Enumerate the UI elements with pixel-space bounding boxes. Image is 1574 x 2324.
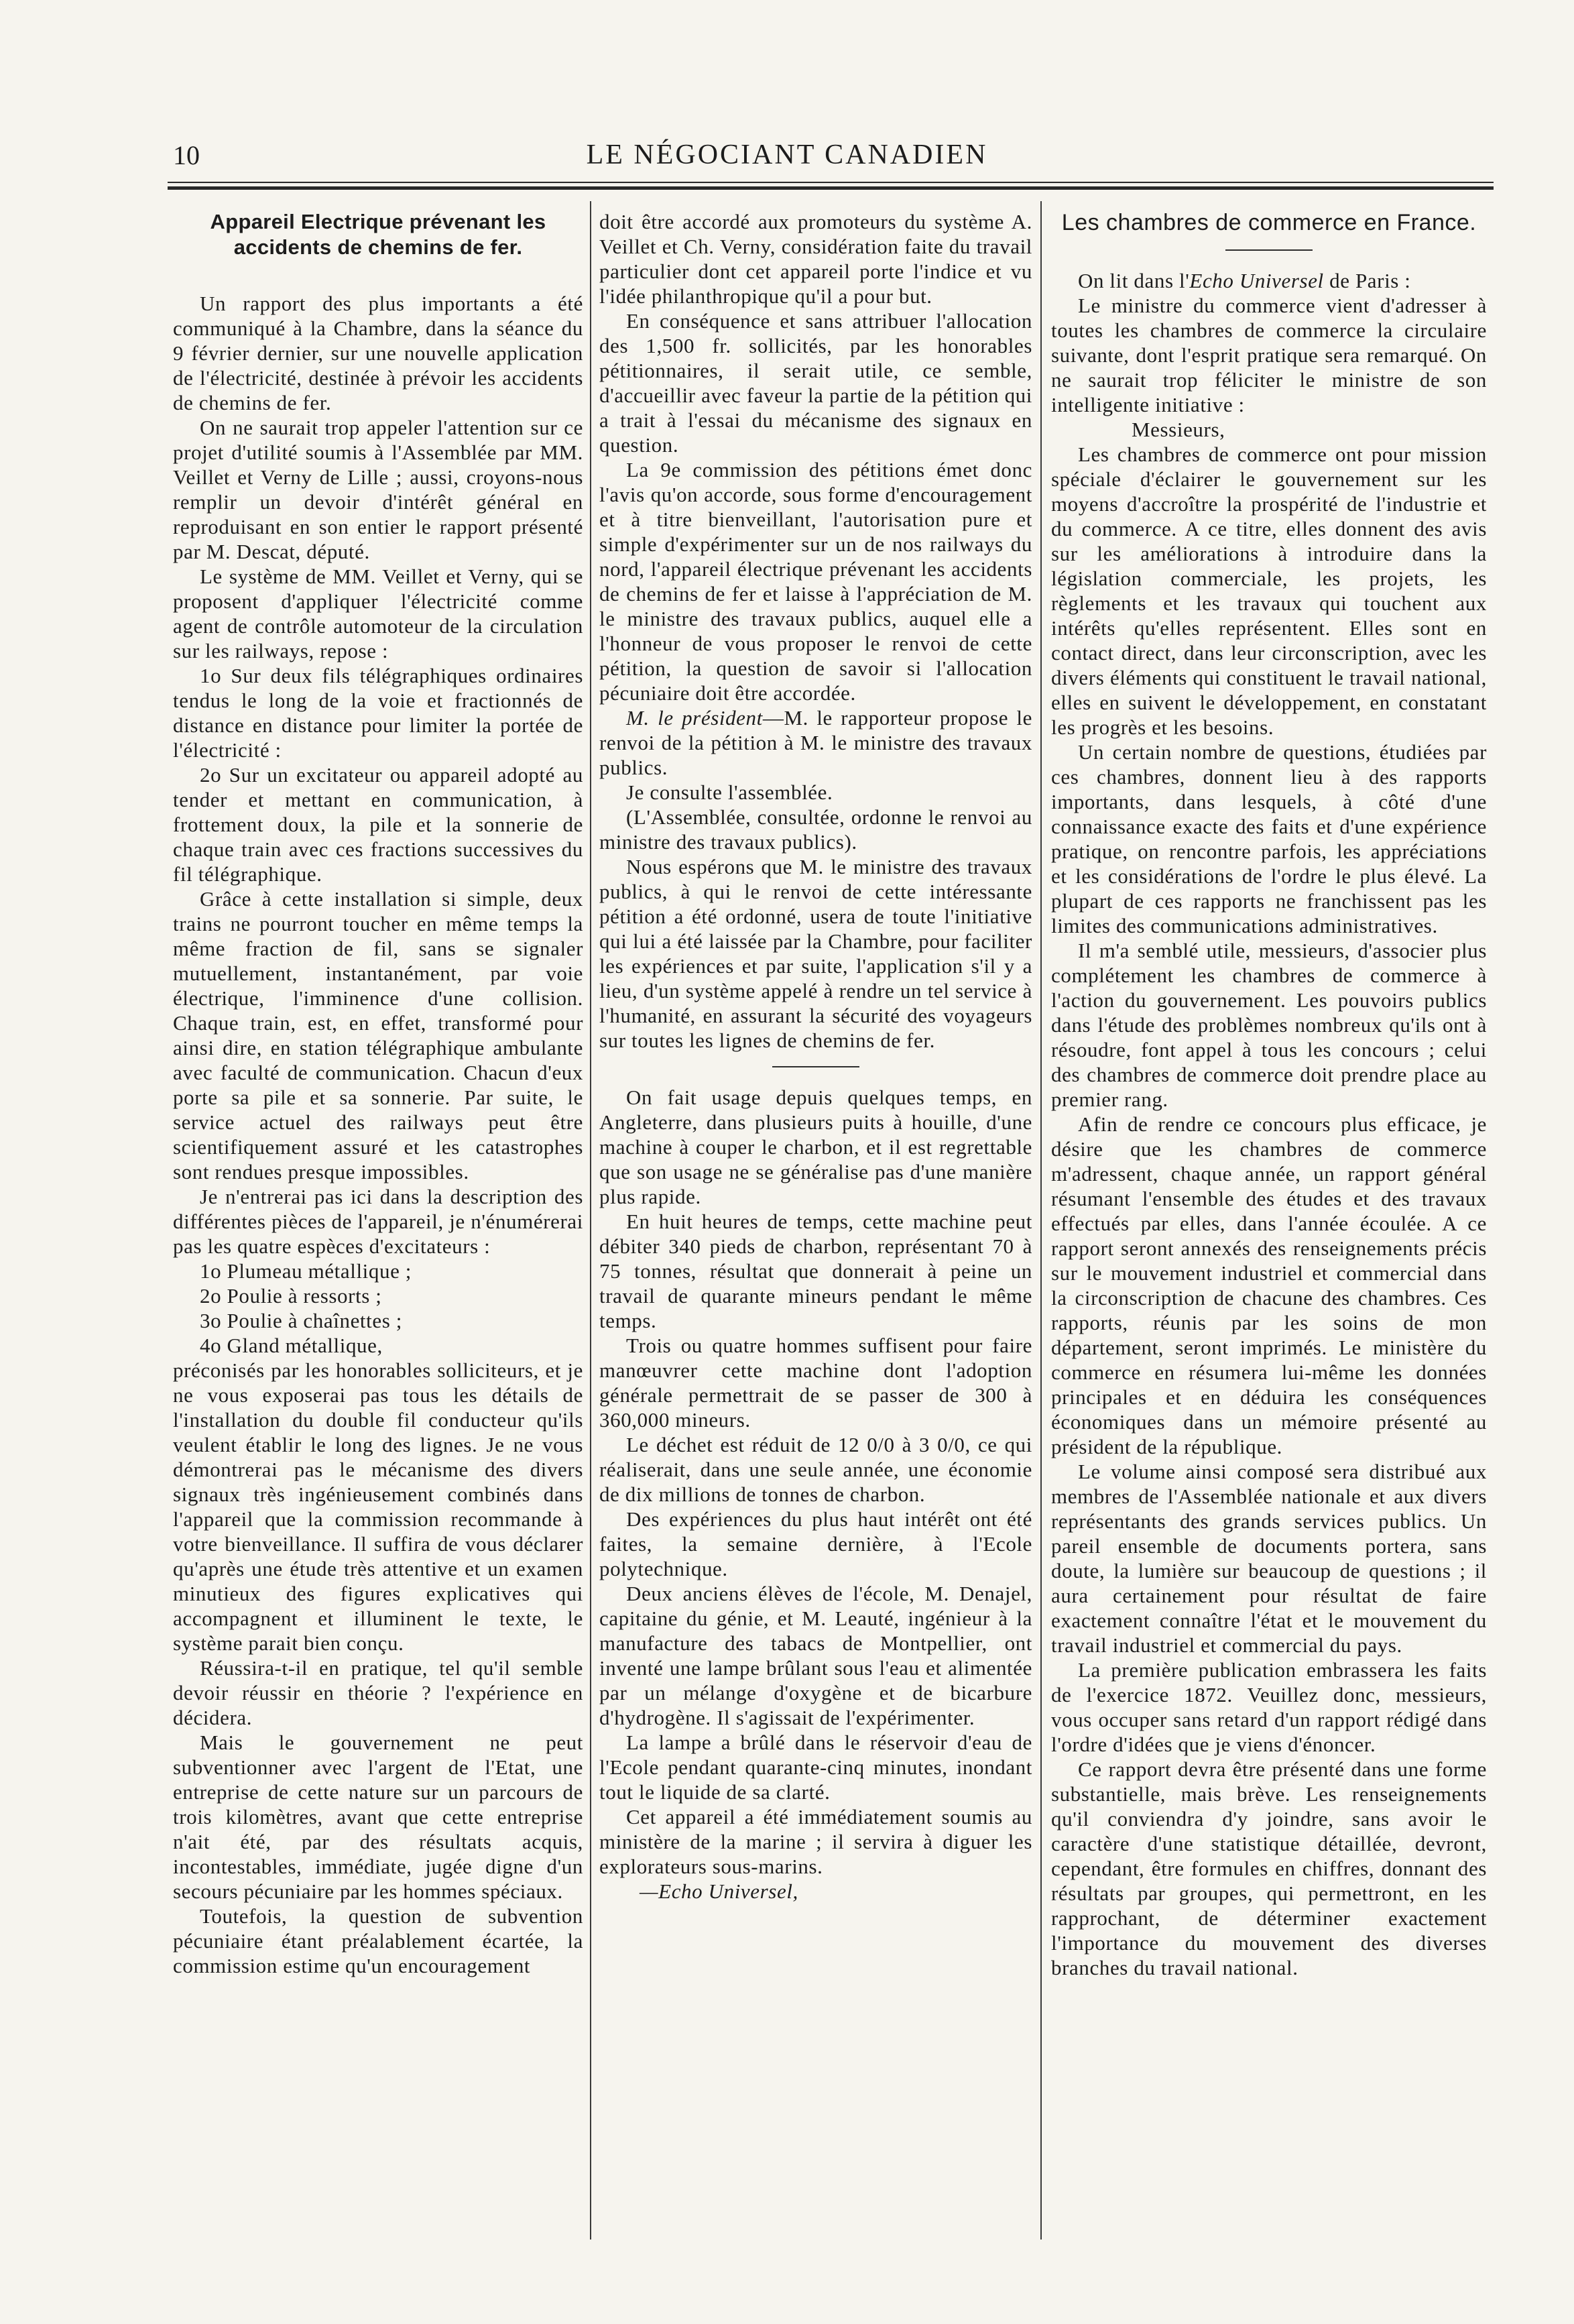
paragraph <box>1051 268 1487 293</box>
source-signature: —Echo Universel, <box>640 1879 798 1903</box>
paragraph: Toutefois, la question de subvention pécuniaire étant préalablement écartée, la commission estime qu'un encouragement <box>173 1904 583 1977</box>
list-item: 4o Gland métallique, <box>200 1334 383 1357</box>
list-item: 2o Poulie à ressorts ; <box>200 1284 382 1308</box>
paragraph: Le système de MM. Veillet et Verny, qui se proposent d'appliquer l'électricité comme agent de contrôle automoteur de la circulation sur les railways, repose : <box>173 565 583 662</box>
paragraph: La 9e commission des pétitions émet donc l'avis qu'on accorde, sous forme d'encouragement et à titre bienveillant, l'autorisation pure et simple d'expérimenter sur un de nos railways du nord, l'appareil électrique prévenant les accidents de chemins de fer et laisse à l'appréciation de M. le ministre des travaux publics, auquel elle a l'honneur de vous proposer le renvoi de cette pétition, la question de savoir si l'allocation pécuniaire doit être accordée. <box>599 458 1032 705</box>
paragraph: Un rapport des plus importants a été communiqué à la Chambre, dans la séance du 9 février dernier, sur une nouvelle application de l'électricité, destinée à prévoir les accidents de chemins de fer. <box>173 292 583 414</box>
paragraph: On ne saurait trop appeler l'attention sur ce projet d'utilité soumis à l'Assemblée par MM. Veillet et Verny de Lille ; aussi, croyons-nous remplir un devoir d'intérêt général en reproduisant en son entier le rapport présenté par M. Descat, député. <box>173 416 583 563</box>
paragraph: (L'Assemblée, consultée, ordonne le renvoi au ministre des travaux publics). <box>599 805 1032 854</box>
speaker-text: —M. le rapporteur propose le renvoi de la pétition à M. le ministre des travaux publics. <box>599 706 1032 779</box>
paragraph <box>599 705 1032 780</box>
salutation: Messieurs, <box>1132 418 1225 441</box>
masthead: LE NÉGOCIANT CANADIEN <box>586 139 988 170</box>
paragraph: doit être accordé aux promoteurs du système A. Veillet et Ch. Verny, considération faite du travail particulier dont cet appareil porte l'indice et vu l'idée philanthropique qu'il a pour but. <box>599 210 1032 308</box>
header-rule <box>168 186 1494 190</box>
column-3 <box>1051 209 1487 1980</box>
paragraph: Afin de rendre ce concours plus efficace, je désire que les chambres de commerce m'adressent, chaque année, un rapport général résumant l'ensemble des études et des travaux effectués par elles, dans l'année écoulée. A ce rapport seront annexés des renseignements précis sur le mouvement industriel et commercial dans la circonscription de chacune des chambres. Ces rapports, réunis par les soins de mon département, seront imprimés. Le ministère du commerce en résumera lui-même les données principales et en déduira les conséquences économiques dans un mémoire présenté au président de la république. <box>1051 1112 1487 1458</box>
header-rule <box>168 182 1494 183</box>
column-2 <box>599 209 1032 1904</box>
paragraph: Les chambres de commerce ont pour mission spéciale d'éclairer le gouvernement sur les moyens d'accroître la prospérité de l'industrie et du commerce. A ce titre, elles donnent des avis sur les améliorations à introduire dans la législation commerciale, les projets, les règlements et les travaux qui touchent aux intérêts qu'elles représentent. Elles sont en contact direct, dans leur circonscription, avec les divers éléments qui constituent le travail national, elles en suivent le développement, en constatant les progrès et les besoins. <box>1051 443 1487 739</box>
list-item: 3o Poulie à chaînettes ; <box>200 1309 402 1332</box>
column-rule <box>590 201 591 2240</box>
speaker-label: M. le président <box>626 706 763 730</box>
paragraph: Je n'entrerai pas ici dans la description des différentes pièces de l'appareil, je n'énumérerai pas les quatre espèces d'excitateurs : <box>173 1185 583 1258</box>
paragraph: Cet appareil a été immédiatement soumis au ministère de la marine ; il servira à diguer les explorateurs sous-marins. <box>599 1805 1032 1878</box>
intro-text: de Paris : <box>1323 269 1411 292</box>
section-divider <box>772 1066 859 1067</box>
column-rule <box>1040 201 1042 2240</box>
paragraph: Nous espérons que M. le ministre des travaux publics, à qui le renvoi de cette intéressante pétition a été ordonné, usera de toute l'initiative qui lui a été laissée par la Chambre, pour faciliter les expériences et par suite, l'application s'il y a lieu, d'un système appelé à rendre un tel service à l'humanité, en assurant la sécurité des voyageurs sur toutes les lignes de chemins de fer. <box>599 855 1032 1052</box>
article-title: Les chambres de commerce en France. <box>1061 210 1477 235</box>
paragraph: 2o Sur un excitateur ou appareil adopté au tender et mettant en communication, à frottement doux, la pile et la sonnerie de chaque train avec ces fractions successives du fil télégraphique. <box>173 763 583 886</box>
paragraph: Le ministre du commerce vient d'adresser à toutes les chambres de commerce la circulaire suivante, dont l'esprit pratique sera remarqué. On ne saurait trop féliciter le ministre de son intelligente initiative : <box>1051 294 1487 416</box>
article-title: Appareil Electrique prévenant les accidents de chemins de fer. <box>210 210 546 259</box>
page-number: 10 <box>173 140 200 170</box>
paragraph: Ce rapport devra être présenté dans une forme substantielle, mais brève. Les renseignements qu'il conviendra d'y joindre, sans avoir le caractère d'une statistique détaillée, devront, cependant, être formules en chiffres, donnant des résultats par groupes, qui permettront, en les rapprochant, de déterminer exactement l'importance du mouvement des diverses branches du travail national. <box>1051 1757 1487 1979</box>
intro-text: On lit dans l' <box>1078 269 1190 292</box>
paragraph: Un certain nombre de questions, étudiées par ces chambres, donnent lieu à des rapports importants, dans lesquels, à côté d'une connaissance exacte des faits et d'une expérience pratique, on rencontre parfois, les appréciations et les considérations de l'ordre le plus élevé. La plupart de ces rapports ne franchissent pas les limites des communications administratives. <box>1051 740 1487 937</box>
paragraph: Trois ou quatre hommes suffisent pour faire manœuvrer cette machine dont l'adoption générale permettrait de se passer de 300 à 360,000 mineurs. <box>599 1334 1032 1432</box>
paragraph: La première publication embrassera les faits de l'exercice 1872. Veuillez donc, messieurs, vous occuper sans retard d'un rapport rédigé dans l'ordre d'idées que je viens d'énoncer. <box>1051 1658 1487 1756</box>
paragraph: Réussira-t-il en pratique, tel qu'il semble devoir réussir en théorie ? l'expérience en décidera. <box>173 1656 583 1729</box>
paragraph: Il m'a semblé utile, messieurs, d'associer plus complétement les chambres de commerce à l'action du gouvernement. Les pouvoirs publics dans l'étude des problèmes nombreux qu'ils ont à résoudre, font appel à tous les concours ; celui des chambres de commerce doit prendre place au premier rang. <box>1051 939 1487 1111</box>
paragraph: Le volume ainsi composé sera distribué aux membres de l'Assemblée nationale et aux divers représentants des grands services publics. Un pareil ensemble de documents portera, sans doute, la lumière sur beaucoup de questions ; il aura certainement pour résultat de faire exactement connaître l'état et le mouvement du travail industriel et commercial du pays. <box>1051 1460 1487 1657</box>
title-divider <box>1225 249 1313 251</box>
paragraph: préconisés par les honorables solliciteurs, et je ne vous exposerai pas tous les détails de l'installation du double fil conducteur qu'ils veulent établir le long des lignes. Je ne vous démontrerai pas le mécanisme des divers signaux très ingénieusement combinés dans l'appareil que la commission recommande à votre bienveillance. Il suffira de vous déclarer qu'après une étude très attentive et un examen minutieux des figures explicatives qui accompagnent et illuminent le texte, le système parait bien conçu. <box>173 1358 583 1655</box>
paragraph: En huit heures de temps, cette machine peut débiter 340 pieds de charbon, représentant 70 à 75 tonnes, résultat que donnerait à peine un travail de quarante mineurs pendant le même temps. <box>599 1210 1032 1332</box>
paragraph: Des expériences du plus haut intérêt ont été faites, la semaine dernière, à l'Ecole polytechnique. <box>599 1507 1032 1580</box>
paragraph: La lampe a brûlé dans le réservoir d'eau de l'Ecole pendant quarante-cinq minutes, inondant tout le liquide de sa clarté. <box>599 1731 1032 1804</box>
paragraph: 1o Sur deux fils télégraphiques ordinaires tendus le long de la voie et fractionnés de distance en distance pour limiter la portée de l'électricité : <box>173 664 583 762</box>
paragraph: Le déchet est réduit de 12 0/0 à 3 0/0, ce qui réaliserait, dans une seule année, une économie de dix millions de tonnes de charbon. <box>599 1433 1032 1506</box>
paragraph: Grâce à cette installation si simple, deux trains ne pourront toucher en même temps la même fraction de fil, sans se signaler mutuellement, instantanément, par voie électrique, l'imminence d'une collision. Chaque train, est, en effet, transformé pour ainsi dire, en station télégraphique ambulante avec faculté de communication. Chacun d'eux porte sa pile et sa sonnerie. Par suite, le service actuel des railways peut être scientifiquement assuré et les catastrophes sont rendues presque impossibles. <box>173 887 583 1183</box>
paragraph: En conséquence et sans attribuer l'allocation des 1,500 fr. sollicités, par les honorables pétitionnaires, il serait utile, ce semble, d'accueillir avec faveur la partie de la pétition qui a trait à l'essai du mécanisme des signaux en question. <box>599 309 1032 457</box>
paragraph: On fait usage depuis quelques temps, en Angleterre, dans plusieurs puits à houille, d'une machine à couper le charbon, et il est regrettable que son usage ne se généralise pas d'une manière plus rapide. <box>599 1086 1032 1208</box>
paragraph: Deux anciens élèves de l'école, M. Denajel, capitaine du génie, et M. Leauté, ingénieur à la manufacture des tabacs de Montpellier, ont inventé une lampe brûlant sous l'eau et alimentée par un mélange d'oxygène et de bicarbure d'hydrogène. Il s'agissait de l'expérimenter. <box>599 1582 1032 1729</box>
paragraph: Mais le gouvernement ne peut subventionner avec l'argent de l'Etat, une entreprise de cette nature sur un parcours de trois kilomètres, avant que cette entreprise n'ait été, par des résultats acquis, incontestables, immédiate, jugée digne d'un secours pécuniaire par les hommes spéciaux. <box>173 1731 583 1903</box>
column-1 <box>173 209 583 1978</box>
list-item: 1o Plumeau métallique ; <box>200 1259 412 1283</box>
source-name: Echo Universel <box>1189 269 1324 292</box>
paragraph: Je consulte l'assemblée. <box>626 780 833 804</box>
